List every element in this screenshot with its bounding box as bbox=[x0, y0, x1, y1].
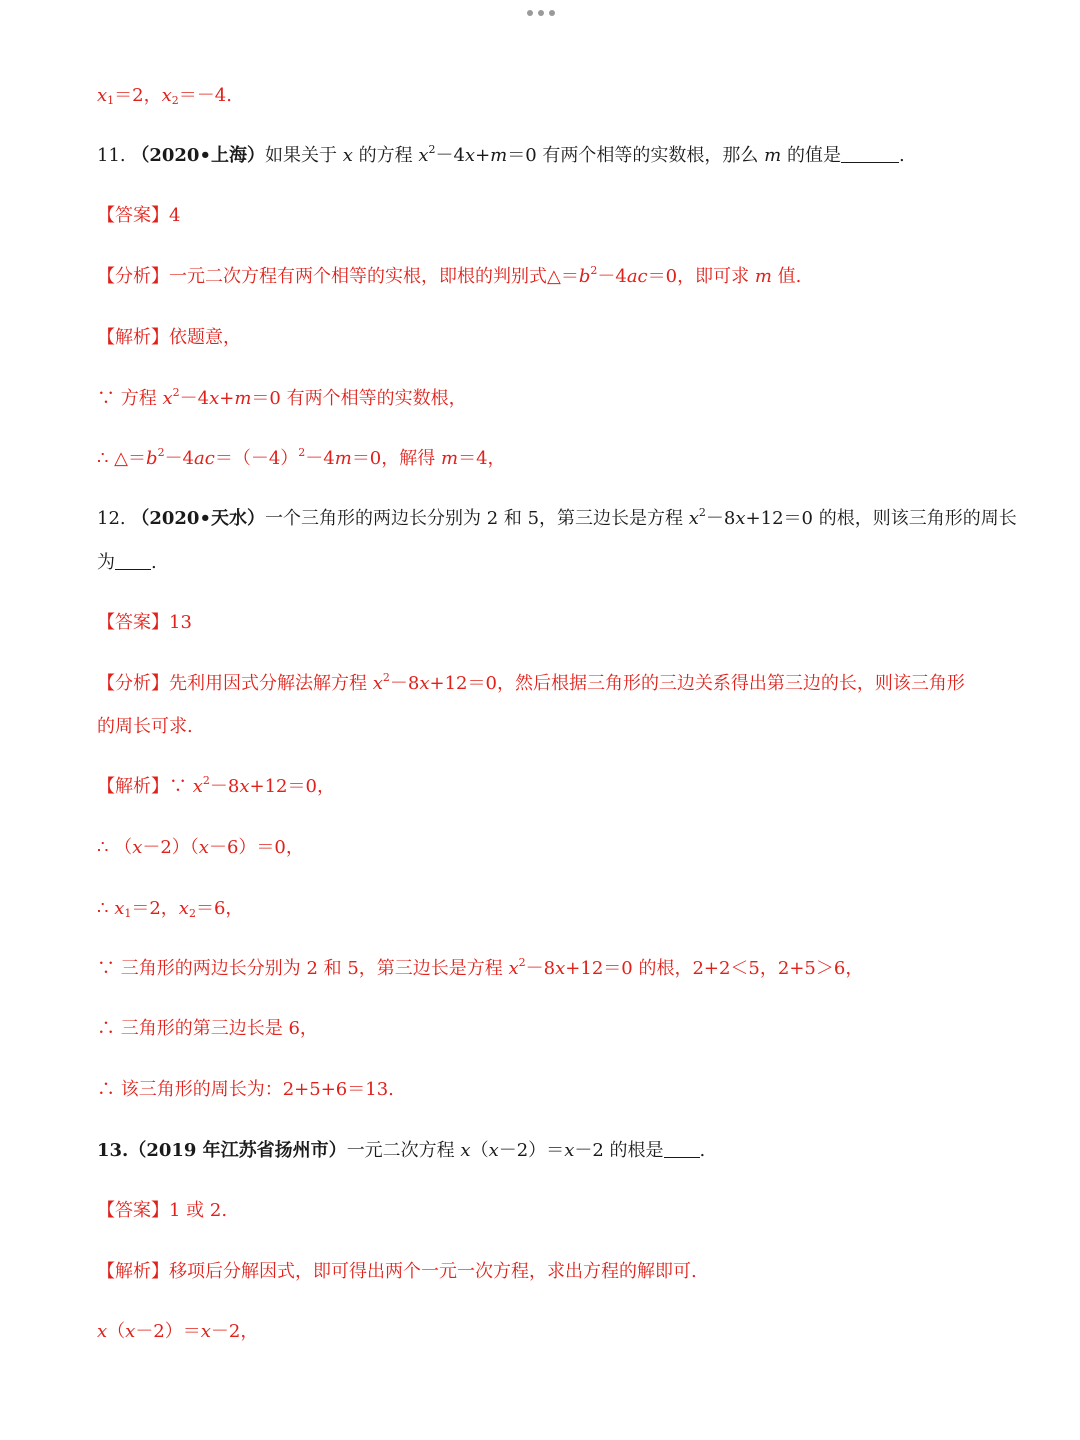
text-segment: 值. bbox=[771, 266, 802, 287]
text-segment: x bbox=[178, 898, 189, 919]
q11-analysis bbox=[97, 265, 997, 289]
text-segment: －4 bbox=[164, 448, 195, 469]
text-segment: +12＝0， bbox=[249, 776, 335, 797]
q12-solution-step2 bbox=[97, 897, 997, 921]
text-segment: ∵ 方程 bbox=[97, 388, 163, 409]
text-segment: x bbox=[688, 508, 699, 529]
q12-answer bbox=[97, 611, 997, 635]
text-segment: x bbox=[419, 673, 430, 694]
text-segment: ＝0 有两个相等的实数根，那么 bbox=[507, 145, 765, 166]
text-segment: －4 bbox=[435, 145, 465, 166]
text-segment: x bbox=[555, 958, 566, 979]
q11-solution-step2 bbox=[97, 447, 997, 471]
text-segment: 2 bbox=[172, 386, 180, 399]
text-segment: x bbox=[161, 85, 172, 106]
text-segment: + bbox=[219, 388, 235, 409]
text-segment: 【答案】4 bbox=[97, 205, 181, 226]
text-segment: ∴ △＝ bbox=[97, 448, 147, 469]
text-segment: x bbox=[97, 1321, 108, 1342]
text-segment: m bbox=[234, 388, 252, 409]
text-segment: 2 bbox=[518, 956, 526, 969]
text-segment: ＝2， bbox=[114, 85, 162, 106]
q13-analysis bbox=[97, 1260, 997, 1284]
answer-blank bbox=[841, 146, 899, 163]
text-segment: ∴ bbox=[97, 898, 115, 919]
q12-solution-step5 bbox=[97, 1078, 997, 1102]
text-segment: +12＝0，然后根据三角形的三边关系得出第三边的长，则该三角形 bbox=[429, 673, 965, 694]
text-segment: （2020•天水） bbox=[131, 508, 265, 529]
text-segment: +12＝0 的根，2+2＜5，2+5＞6， bbox=[565, 958, 864, 979]
text-segment: x bbox=[464, 145, 476, 166]
text-segment: x bbox=[132, 837, 143, 858]
text-segment: ＝0，即可求 bbox=[647, 266, 755, 287]
text-segment: ∴ 三角形的第三边长是 6， bbox=[97, 1018, 318, 1039]
text-segment: x bbox=[418, 145, 429, 166]
q12-question-line2 bbox=[97, 551, 997, 575]
text-segment: 【解析】依题意， bbox=[97, 327, 241, 348]
text-segment: x bbox=[508, 958, 519, 979]
text-segment: ＝0，解得 bbox=[351, 448, 441, 469]
q12-question-line1 bbox=[97, 506, 1017, 531]
text-segment: 如果关于 bbox=[264, 145, 343, 166]
text-segment: （ bbox=[107, 1321, 126, 1342]
q12-analysis-line2 bbox=[97, 715, 997, 739]
text-segment: －2）（ bbox=[142, 837, 199, 858]
text-segment: 【答案】13 bbox=[97, 612, 192, 633]
text-segment: 的周长可求. bbox=[97, 716, 193, 737]
text-segment: 一元二次方程 bbox=[346, 1140, 461, 1161]
q11-solution-head bbox=[97, 326, 997, 350]
text-segment: 【分析】一元二次方程有两个相等的实根，即根的判别式△＝ bbox=[97, 266, 579, 287]
text-segment: m bbox=[754, 266, 772, 287]
answer-blank bbox=[664, 1141, 700, 1158]
text-segment: 的方程 bbox=[352, 145, 419, 166]
text-segment: . bbox=[898, 145, 905, 166]
text-segment: 11. bbox=[97, 145, 132, 166]
q13-answer bbox=[97, 1199, 997, 1223]
text-segment: + bbox=[475, 145, 491, 166]
text-segment: －2）＝ bbox=[498, 1140, 565, 1161]
q12-analysis-line1 bbox=[97, 672, 997, 696]
text-segment: －4 bbox=[597, 266, 627, 287]
q12-solution-step3 bbox=[97, 957, 997, 981]
text-segment: x bbox=[114, 898, 125, 919]
q11-solution-step1 bbox=[97, 387, 997, 411]
text-segment: 1 bbox=[107, 94, 115, 107]
text-segment: ＝6， bbox=[195, 898, 244, 919]
text-segment: （ bbox=[470, 1140, 489, 1161]
text-segment: －2）＝ bbox=[135, 1321, 201, 1342]
text-segment: ac bbox=[194, 448, 215, 469]
text-segment: 2 bbox=[382, 671, 390, 684]
text-segment: 的值是 bbox=[781, 145, 841, 166]
text-segment: x bbox=[192, 776, 203, 797]
text-segment: －6）＝0， bbox=[208, 837, 304, 858]
text-segment: －4 bbox=[305, 448, 335, 469]
text-segment: x bbox=[125, 1321, 136, 1342]
text-segment: ∴ （ bbox=[97, 837, 133, 858]
text-segment: 1 bbox=[124, 907, 132, 920]
text-segment: －8 bbox=[705, 508, 736, 529]
text-segment: x bbox=[198, 837, 209, 858]
text-segment: x bbox=[564, 1140, 575, 1161]
q11-question bbox=[97, 144, 997, 168]
text-segment: ac bbox=[626, 266, 648, 287]
text-segment: ∴ 该三角形的周长为：2+5+6＝13. bbox=[97, 1079, 394, 1100]
text-segment: x bbox=[97, 85, 108, 106]
q11-answer bbox=[97, 204, 997, 228]
text-segment: . bbox=[699, 1140, 706, 1161]
text-segment: 2 bbox=[202, 774, 210, 787]
text-segment: +12＝0 的根，则该三角形的周长 bbox=[745, 508, 1017, 529]
q13-solution-step1 bbox=[97, 1320, 997, 1344]
text-segment: 2 bbox=[171, 94, 179, 107]
text-segment: 2 bbox=[428, 143, 436, 156]
text-segment: 2 bbox=[698, 506, 706, 519]
text-segment: x bbox=[209, 388, 220, 409]
text-segment: －2， bbox=[210, 1321, 259, 1342]
text-segment: b bbox=[146, 448, 158, 469]
text-segment: b bbox=[578, 266, 591, 287]
text-segment: x bbox=[488, 1140, 499, 1161]
q13-question bbox=[97, 1139, 997, 1163]
text-segment: x bbox=[372, 673, 383, 694]
text-segment: －4 bbox=[179, 388, 210, 409]
text-segment: 为 bbox=[97, 552, 115, 573]
text-segment: 12. bbox=[97, 508, 132, 529]
text-segment: x bbox=[200, 1321, 211, 1342]
text-segment: 2 bbox=[188, 907, 196, 920]
text-segment: x bbox=[460, 1140, 471, 1161]
text-segment: x bbox=[342, 145, 353, 166]
text-segment: . bbox=[151, 552, 157, 573]
text-segment: ＝4， bbox=[458, 448, 506, 469]
text-segment: ＝－4. bbox=[178, 85, 232, 106]
text-segment: 2 bbox=[157, 446, 165, 459]
q12-solution-step4 bbox=[97, 1017, 997, 1041]
text-segment: ＝2， bbox=[131, 898, 179, 919]
text-segment: 【解析】移项后分解因式，即可得出两个一元一次方程，求出方程的解即可. bbox=[97, 1261, 697, 1282]
q12-solution-step1 bbox=[97, 836, 997, 860]
text-segment: －8 bbox=[389, 673, 420, 694]
text-segment: x bbox=[162, 388, 173, 409]
text-segment: ＝0 有两个相等的实数根， bbox=[251, 388, 467, 409]
text-segment: （2020•上海） bbox=[131, 145, 265, 166]
text-segment: 一个三角形的两边长分别为 2 和 5，第三边长是方程 bbox=[264, 508, 689, 529]
text-segment: m bbox=[490, 145, 508, 166]
text-segment: m bbox=[441, 448, 459, 469]
q12-solution-head bbox=[97, 775, 997, 799]
text-segment: 2 bbox=[298, 446, 306, 459]
text-segment: m bbox=[334, 448, 352, 469]
text-segment: －2 的根是 bbox=[574, 1140, 664, 1161]
text-segment: －8 bbox=[525, 958, 556, 979]
text-segment: x bbox=[735, 508, 746, 529]
text-segment: ＝（－4） bbox=[214, 448, 299, 469]
q10-roots-result bbox=[97, 84, 997, 108]
text-segment: 【答案】1 或 2. bbox=[97, 1200, 228, 1221]
text-segment: －8 bbox=[209, 776, 240, 797]
text-segment: x bbox=[239, 776, 250, 797]
text-segment: m bbox=[764, 145, 782, 166]
text-segment: 【解析】∵ bbox=[97, 776, 193, 797]
text-segment: 【分析】先利用因式分解法解方程 bbox=[97, 673, 373, 694]
text-segment: ∵ 三角形的两边长分别为 2 和 5，第三边长是方程 bbox=[97, 958, 509, 979]
text-segment: 2 bbox=[590, 264, 598, 277]
text-segment: 13.（2019 年江苏省扬州市） bbox=[97, 1140, 347, 1161]
answer-blank bbox=[115, 553, 151, 570]
